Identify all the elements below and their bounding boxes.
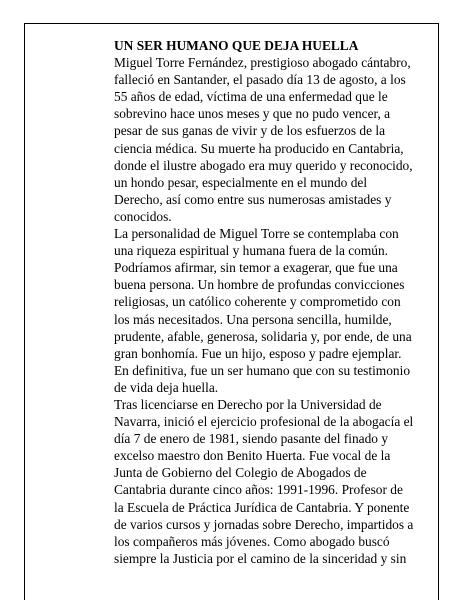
article-title: UN SER HUMANO QUE DEJA HUELLA — [114, 38, 359, 53]
article-paragraph-1: Miguel Torre Fernández, prestigioso abogado cántabro, falleció en Santander, el pasado día 13 de agosto, a los 55 años de edad, víctima de una enfermedad que le sobrevino hace unos meses y que no pudo vencer, a pesar de sus ganas de vivir y de los esfuerzos de la ciencia médica. Su muerte ha producido en Cantabria, donde el ilustre abogado era muy querido y reconocido, un hondo pesar, especialmente en el mundo del Derecho, así como entre sus numerosas amistades y conocidos. — [114, 55, 413, 224]
article-paragraph-2: La personalidad de Miguel Torre se contemplaba con una riqueza espiritual y humana fuera de la común. Podríamos afirmar, sin temor a exagerar, que fue una buena persona. Un hombre de profundas convicciones religiosas, un católico coherente y comprometido con los más necesitados. Una persona sencilla, humilde, prudente, afable, generosa, solidaria y, por ende, de una gran bonhomía. Fue un hijo, esposo y padre ejemplar. En definitiva, fue un ser humano que con su testimonio de vida deja huella. — [114, 226, 412, 395]
article-paragraph-3: Tras licenciarse en Derecho por la Universidad de Navarra, inició el ejercicio profesional de la abogacía el día 7 de enero de 1981, siendo pasante del finado y excelso maestro don Benito Huerta. Fue vocal de la Junta de Gobierno del Colegio de Abogados de Cantabria durante cinco años: 1991-1996. Profesor de la Escuela de Práctica Jurídica de Cantabria. Y ponente de varios cursos y jornadas sobre Derecho, impartidos a los compañeros más jóvenes. Como abogado buscó siempre la Justicia por el camino de la sinceridad y sin — [114, 396, 414, 566]
article — [114, 37, 424, 567]
